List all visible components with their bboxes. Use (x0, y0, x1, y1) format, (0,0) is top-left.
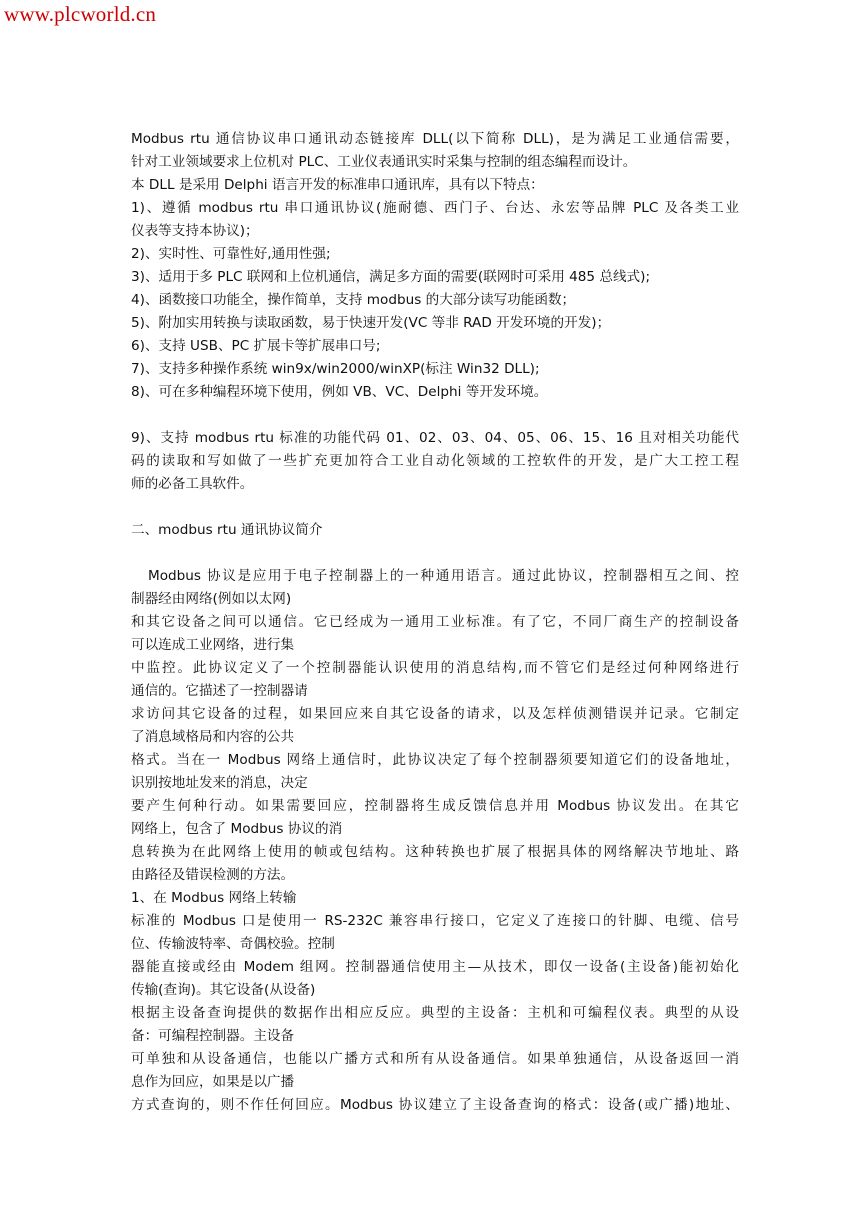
feature-item: 师的必备工具软件。 (131, 476, 254, 492)
paragraph-line: 方式查询的，则不作任何回应。Modbus 协议建立了主设备查询的格式：设备(或广播)地址、 (131, 1097, 739, 1113)
intro-line: 针对工业领域要求上位机对 PLC、工业仪表通讯实时采集与控制的组态编程而设计。 (131, 154, 637, 170)
paragraph-line: Modbus 协议是应用于电子控制器上的一种通用语言。通过此协议，控制器相互之间、控 (148, 568, 739, 584)
document-body (131, 128, 739, 1117)
paragraph-line: 标准的 Modbus 口是使用一 RS-232C 兼容串行接口，它定义了连接口的针脚、电缆、信号 (131, 913, 739, 929)
paragraph-line: 可以连成工业网络，进行集 (131, 637, 295, 653)
paragraph-line: 备：可编程控制器。主设备 (131, 1028, 295, 1044)
feature-item: 8)、可在多种编程环境下使用，例如 VB、VC、Delphi 等开发环境。 (131, 384, 548, 400)
paragraph-line: 可单独和从设备通信，也能以广播方式和所有从设备通信。如果单独通信，从设备返回一消 (131, 1051, 739, 1067)
paragraph-line: 根据主设备查询提供的数据作出相应反应。典型的主设备：主机和可编程仪表。典型的从设 (131, 1005, 739, 1021)
paragraph-line: 中监控。此协议定义了一个控制器能认识使用的消息结构,而不管它们是经过何种网络进行 (131, 660, 739, 676)
feature-item: 码的读取和写如做了一些扩充更加符合工业自动化领域的工控软件的开发，是广大工控工程 (131, 453, 739, 469)
spacer (131, 496, 739, 519)
feature-item: 1)、遵循 modbus rtu 串口通讯协议(施耐德、西门子、台达、永宏等品牌 PLC 及各类工业 (131, 200, 739, 216)
subsection-heading: 1、在 Modbus 网络上转输 (131, 890, 297, 906)
feature-item: 仪表等支持本协议)； (131, 223, 259, 239)
paragraph-line: 器能直接或经由 Modem 组网。控制器通信使用主—从技术，即仅一设备(主设备)能初始化 (131, 959, 739, 975)
paragraph-line: 由路径及错误检测的方法。 (131, 867, 295, 883)
paragraph-line: 求访问其它设备的过程，如果回应来自其它设备的请求，以及怎样侦测错误并记录。它制定 (131, 706, 739, 722)
paragraph-line: 传输(查询)。其它设备(从设备) (131, 982, 316, 998)
intro-line: 本 DLL 是采用 Delphi 语言开发的标准串口通讯库，具有以下特点： (131, 177, 544, 193)
paragraph-line: 要产生何种行动。如果需要回应，控制器将生成反馈信息并用 Modbus 协议发出。在其它 (131, 798, 739, 814)
spacer (131, 404, 739, 427)
feature-item: 6)、支持 USB、PC 扩展卡等扩展串口号; (131, 338, 381, 354)
section-heading: 二、modbus rtu 通讯协议简介 (131, 522, 323, 538)
feature-item: 7)、支持多种操作系统 win9x/win2000/winXP(标注 Win32 DLL); (131, 361, 540, 377)
site-watermark: www.plcworld.cn (4, 2, 157, 26)
paragraph-line: 息作为回应，如果是以广播 (131, 1074, 295, 1090)
intro-line: Modbus rtu 通信协议串口通讯动态链接库 DLL(以下简称 DLL)，是为满足工业通信需要， (131, 131, 739, 147)
paragraph-line: 格式。当在一 Modbus 网络上通信时，此协议决定了每个控制器须要知道它们的设备地址， (131, 752, 739, 768)
feature-item: 4)、函数接口功能全，操作简单，支持 modbus 的大部分读写功能函数； (131, 292, 576, 308)
paragraph-line: 识别按地址发来的消息，决定 (131, 775, 308, 791)
feature-item: 9)、支持 modbus rtu 标准的功能代码 01、02、03、04、05、06、15、16 且对相关功能代 (131, 430, 739, 446)
paragraph-line: 网络上，包含了 Modbus 协议的消 (131, 821, 343, 837)
paragraph-line: 通信的。它描述了一控制器请 (131, 683, 308, 699)
paragraph-line: 制器经由网络(例如以太网) (131, 591, 292, 607)
paragraph-line: 了消息域格局和内容的公共 (131, 729, 295, 745)
paragraph-line: 位、传输波特率、奇偶校验。控制 (131, 936, 335, 952)
feature-item: 2)、实时性、可靠性好,通用性强; (131, 246, 331, 262)
paragraph-line: 息转换为在此网络上使用的帧或包结构。这种转换也扩展了根据具体的网络解决节地址、路 (131, 844, 739, 860)
spacer (131, 542, 739, 565)
feature-item: 5)、附加实用转换与读取函数，易于快速开发(VC 等非 RAD 开发环境的开发)； (131, 315, 611, 331)
paragraph-line: 和其它设备之间可以通信。它已经成为一通用工业标准。有了它，不同厂商生产的控制设备 (131, 614, 739, 630)
feature-item: 3)、适用于多 PLC 联网和上位机通信，满足多方面的需要(联网时可采用 485 总线式); (131, 269, 651, 285)
